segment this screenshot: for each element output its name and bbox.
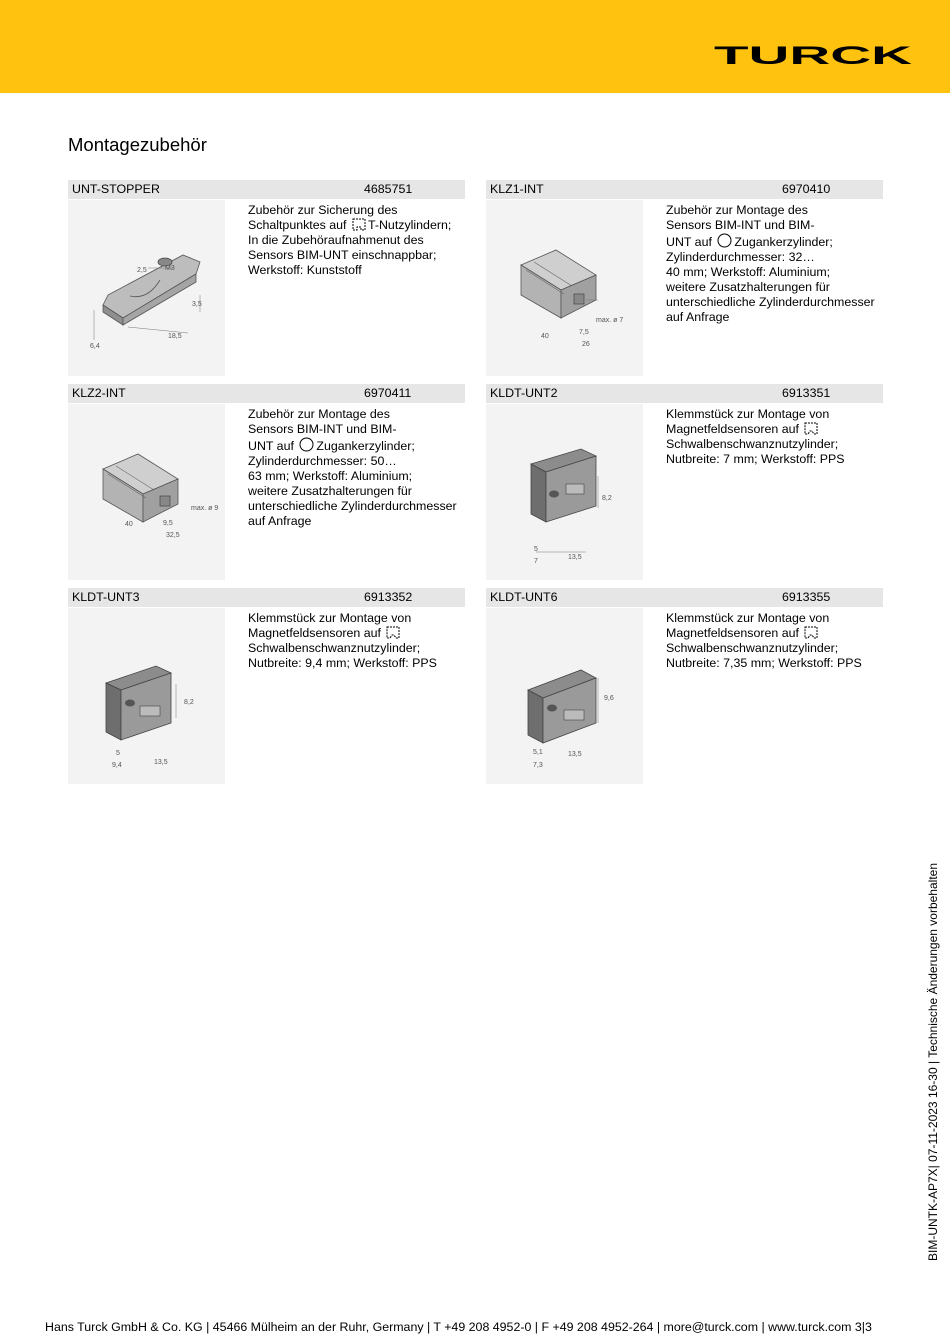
product-card-klz1-int [486,180,883,348]
product-name: KLZ2-INT [72,386,126,400]
product-image [68,200,225,376]
page-title: Montagezubehör [68,134,207,155]
product-card-kldt-unt2 [486,384,883,565]
svg-text:40: 40 [541,333,549,340]
svg-text:max. ø 7: max. ø 7 [596,317,624,324]
svg-text:9,6: 9,6 [604,695,614,702]
product-description: Zubehör zur Montage des Sensors BIM-INT und BIM- UNT auf Zugankerzylinder; Zylinderdurchmesser: 50… 63 mm; Werkstoff: Aluminium; weitere Zusatzhalterungen für unterschiedliche Zylinderdurchmesser auf Anfrage [248,407,457,528]
product-header [68,588,465,607]
dovetail-slot-icon [804,422,818,435]
product-name: KLDT-UNT2 [490,386,558,400]
product-header [486,588,883,607]
svg-text:9,5: 9,5 [163,520,173,527]
product-header [68,180,465,199]
svg-text:max. ø 9: max. ø 9 [191,505,219,512]
product-id: 6970410 [782,182,831,196]
product-card-unt-stopper [68,180,465,350]
svg-text:3,5: 3,5 [192,301,202,308]
product-description: Zubehör zur Montage des Sensors BIM-INT und BIM- UNT auf Zugankerzylinder; Zylinderdurchmesser: 32… 40 mm; Werkstoff: Aluminium; weitere Zusatzhalterungen für unterschiedliche Zylinderdurchmesser auf Anfrage [666,203,875,324]
svg-text:8,2: 8,2 [184,699,194,706]
svg-text:7,5: 7,5 [579,329,589,336]
svg-text:13,5: 13,5 [154,759,168,766]
svg-text:M3: M3 [165,265,175,272]
svg-text:2,5: 2,5 [137,267,147,274]
svg-text:5: 5 [116,750,120,757]
svg-text:5: 5 [534,546,538,553]
product-id: 6970411 [364,386,412,400]
svg-text:9,4: 9,4 [112,762,122,769]
footer: Hans Turck GmbH & Co. KG | 45466 Mülheim an der Ruhr, Germany | T +49 208 4952-0 | F +49 208 4952-264 | more@turck.com | www.turck.com 3|3 [45,1320,872,1334]
product-image [68,608,225,784]
product-card-kldt-unt3 [68,588,465,769]
product-id: 4685751 [364,182,413,196]
svg-text:40: 40 [125,521,133,528]
svg-text:8,2: 8,2 [602,495,612,502]
svg-text:32,5: 32,5 [166,532,180,539]
tie-rod-cylinder-icon [717,233,732,248]
product-id: 6913355 [782,590,831,604]
product-card-kldt-unt6 [486,588,883,769]
svg-text:7,3: 7,3 [533,762,543,769]
product-name: KLDT-UNT3 [72,590,140,604]
product-card-klz2-int [68,384,465,539]
product-description: Zubehör zur Sicherung des Schaltpunktes auf T-Nutzylindern; In die Zubehöraufnahmenut des Sensors BIM-UNT einschnappbar; Werkstoff: Kunststoff [248,203,452,277]
svg-text:7: 7 [534,558,538,565]
product-name: KLZ1-INT [490,182,544,196]
product-id: 6913351 [782,386,831,400]
product-id: 6913352 [364,590,413,604]
side-note: BIM-UNTK-AP7X| 07-11-2023 16-30 | Technische Änderungen vorbehalten [926,862,940,1262]
product-image [486,200,643,376]
product-header [68,384,465,403]
dovetail-slot-icon [386,626,400,639]
product-image [486,608,643,784]
product-header [486,384,883,403]
svg-text:18,5: 18,5 [168,333,182,340]
svg-text:26: 26 [582,341,590,348]
product-image [486,404,643,580]
svg-text:6,4: 6,4 [90,343,100,350]
product-description: Klemmstück zur Montage von Magnetfeldsensoren auf Schwalbenschwanznutzylinder; Nutbreite: 7,35 mm; Werkstoff: PPS [666,611,862,670]
product-description: Klemmstück zur Montage von Magnetfeldsensoren auf Schwalbenschwanznutzylinder; Nutbreite: 9,4 mm; Werkstoff: PPS [248,611,437,670]
product-image [68,404,225,580]
svg-text:13,5: 13,5 [568,554,582,561]
product-name: UNT-STOPPER [72,182,160,196]
dovetail-slot-icon [804,626,818,639]
svg-text:5,1: 5,1 [533,749,543,756]
header-bar [0,0,950,93]
turck-logo [713,44,913,66]
product-description: Klemmstück zur Montage von Magnetfeldsensoren auf Schwalbenschwanznutzylinder; Nutbreite: 7 mm; Werkstoff: PPS [666,407,845,466]
t-slot-icon [352,218,366,231]
tie-rod-cylinder-icon [299,437,314,452]
product-header [486,180,883,199]
svg-text:13,5: 13,5 [568,751,582,758]
product-name: KLDT-UNT6 [490,590,558,604]
svg-text:TURCK: TURCK [714,44,912,66]
